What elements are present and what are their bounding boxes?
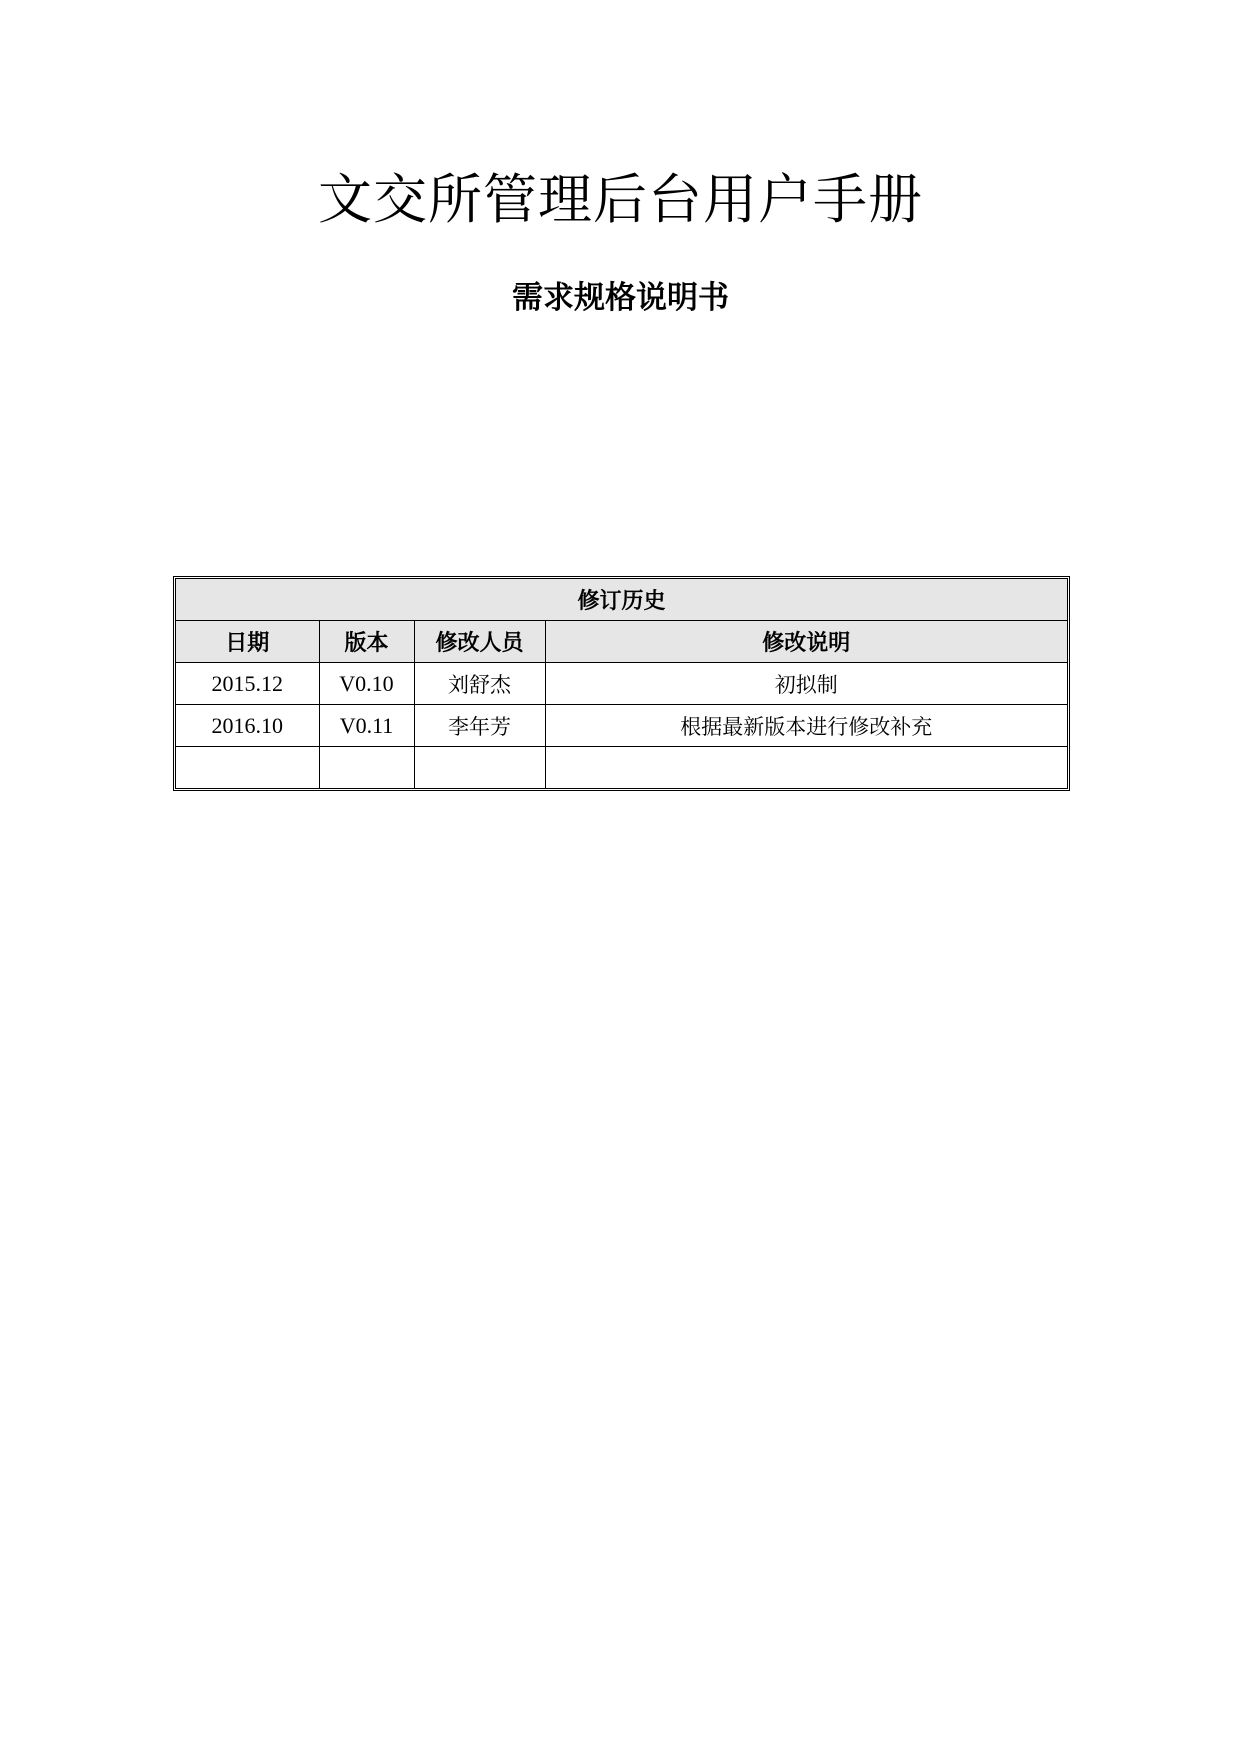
column-header-description: 修改说明 bbox=[545, 621, 1067, 663]
cell-date: 2015.12 bbox=[176, 663, 319, 705]
cell-version: V0.10 bbox=[319, 663, 414, 705]
table-row bbox=[176, 705, 1067, 747]
revision-caption-row bbox=[176, 579, 1067, 621]
document-title: 文交所管理后台用户手册 bbox=[318, 168, 923, 231]
cell-description bbox=[545, 747, 1067, 789]
cell-version: V0.11 bbox=[319, 705, 414, 747]
cell-date bbox=[176, 747, 319, 789]
document-subtitle: 需求规格说明书 bbox=[512, 280, 729, 316]
column-header-version: 版本 bbox=[319, 621, 414, 663]
table-row bbox=[176, 663, 1067, 705]
revision-header-row bbox=[176, 621, 1067, 663]
revision-caption: 修订历史 bbox=[176, 579, 1067, 621]
column-header-author: 修改人员 bbox=[414, 621, 545, 663]
cell-author bbox=[414, 747, 545, 789]
cell-author: 刘舒杰 bbox=[414, 663, 545, 705]
cell-description: 初拟制 bbox=[545, 663, 1067, 705]
cell-version bbox=[319, 747, 414, 789]
revision-history-table bbox=[173, 576, 1070, 791]
cell-description: 根据最新版本进行修改补充 bbox=[545, 705, 1067, 747]
table-row bbox=[176, 747, 1067, 789]
cell-date: 2016.10 bbox=[176, 705, 319, 747]
cell-author: 李年芳 bbox=[414, 705, 545, 747]
column-header-date: 日期 bbox=[176, 621, 319, 663]
